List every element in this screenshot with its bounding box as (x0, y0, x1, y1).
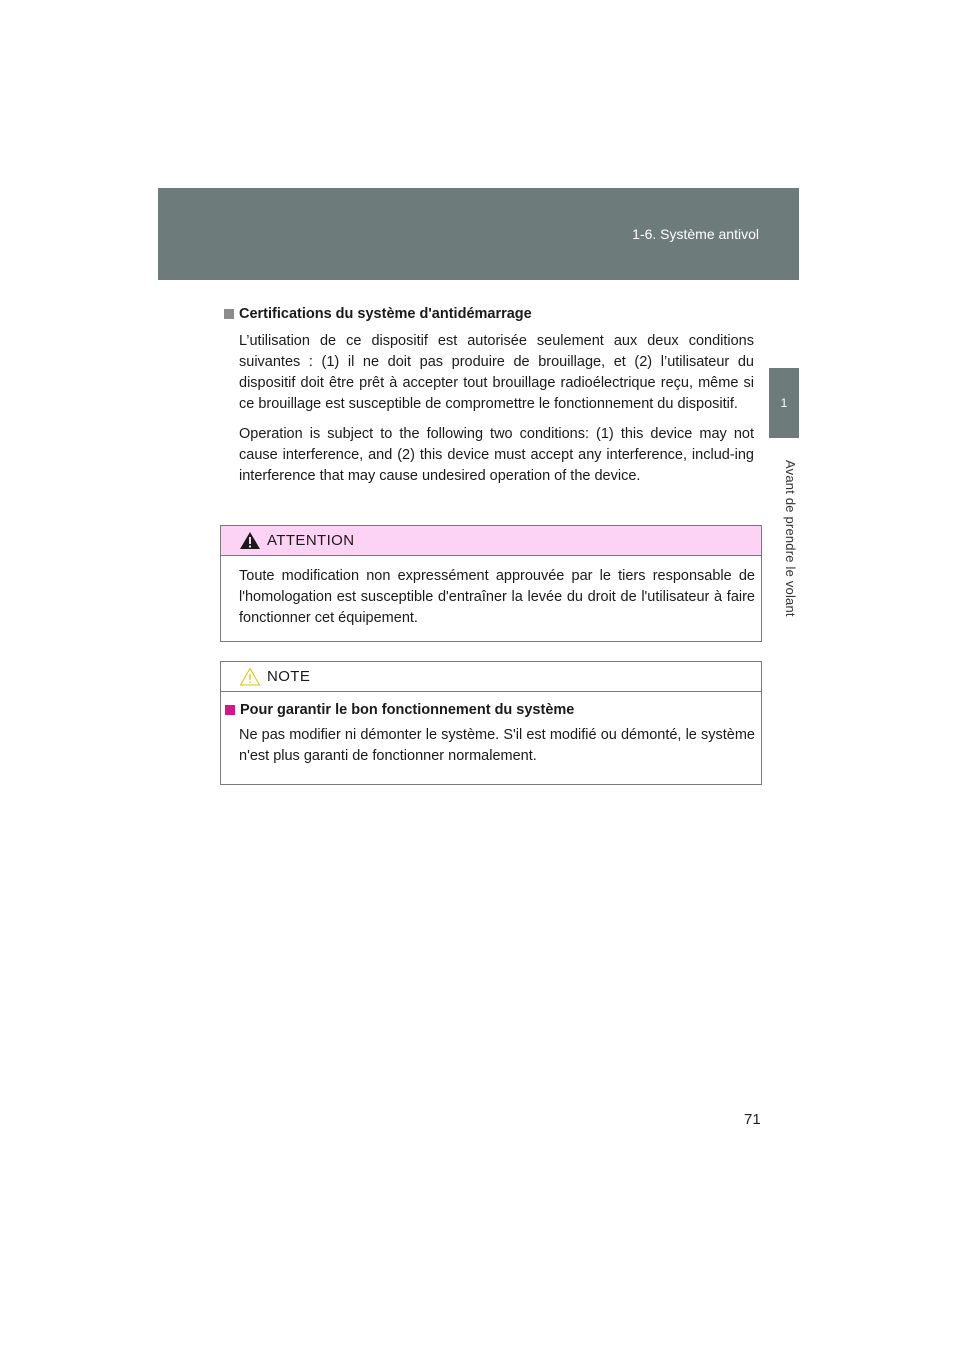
note-header (221, 662, 761, 692)
attention-body (221, 556, 761, 629)
attention-title: ATTENTION (267, 532, 355, 549)
attention-header (221, 526, 761, 556)
heading-text: Certifications du système d'antidémarrage (239, 306, 532, 322)
section-title: 1-6. Système antivol (632, 226, 759, 242)
header-band (158, 188, 799, 280)
page-number: 71 (744, 1111, 761, 1128)
attention-text: Toute modification non expressément approuvée par le tiers responsable de l'homologation est susceptible d'entraîner la levée du droit de l'utilisateur à faire fonctionner cet équipement. (239, 568, 755, 626)
caution-triangle-icon (239, 667, 261, 686)
section-heading (224, 306, 754, 322)
note-text: Ne pas modifier ni démonter le système. S'il est modifié ou démonté, le système n'est plus garanti de fonctionner normalement. (239, 727, 755, 764)
main-content (224, 306, 754, 496)
attention-box (220, 525, 762, 642)
note-title: NOTE (267, 668, 311, 685)
paragraph-french: L’utilisation de ce dispositif est autorisée seulement aux deux conditions suivantes : (1) il ne doit pas produire de brouillage, et (2) l’utilisateur du dispositif doit être prêt à accepter tout brouillage radioélectrique reçu, même si ce brouillage est susceptible de compromettre le fonctionnement du dispositif. (239, 333, 754, 412)
chapter-tab (769, 368, 799, 438)
bullet-square-icon (224, 309, 234, 319)
note-heading (225, 702, 755, 718)
note-box (220, 661, 762, 785)
bullet-square-icon (225, 705, 235, 715)
warning-triangle-icon (239, 531, 261, 550)
chapter-number: 1 (780, 396, 788, 410)
note-heading-text: Pour garantir le bon fonctionnement du système (240, 702, 575, 718)
note-body (221, 692, 761, 767)
chapter-label: Avant de prendre le volant (783, 459, 798, 617)
paragraph-english: Operation is subject to the following two conditions: (1) this device may not cause interference, and (2) this device must accept any interference, includ-ing interference that may cause undesired operation of the device. (239, 426, 754, 484)
